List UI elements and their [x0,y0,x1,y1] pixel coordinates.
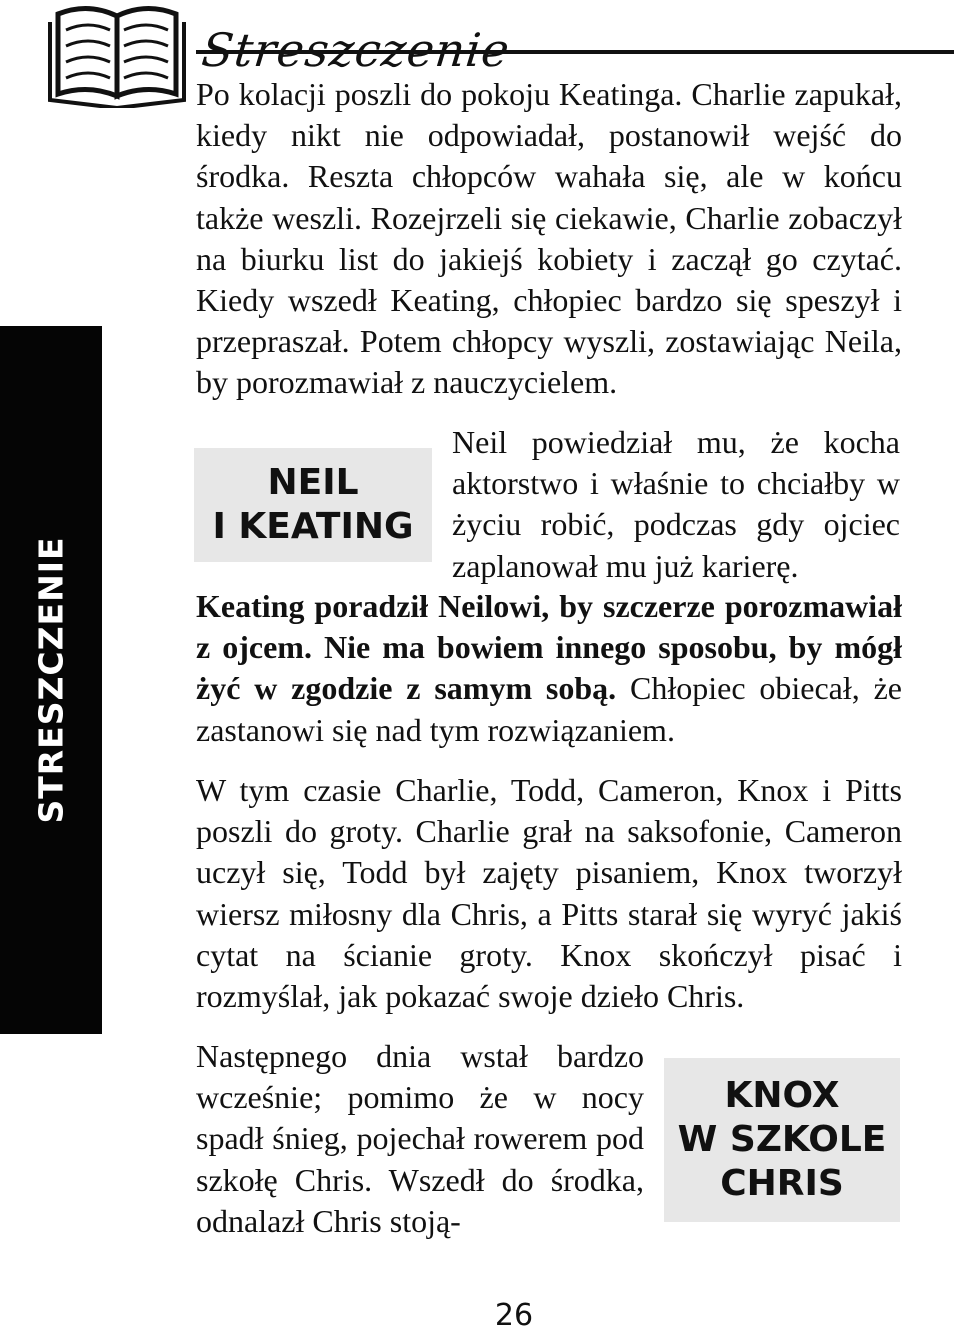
open-book-icon [40,0,194,108]
paragraph-3-bold: Keating poradził Neilowi, by szczerze porozmawiał z ojcem. Nie ma bowiem innego sposobu, by mógł żyć w zgodzie z samym sobą. [196,588,902,707]
header-rule [196,50,954,54]
callout-knox-w-szkole [664,1058,900,1222]
callout-line: W SZKOLE [677,1119,887,1160]
paragraph-2: Neil powiedział mu, że kocha aktorstwo i właśnie to chciałby w życiu robić, podczas gdy ojciec zaplanował mu już karierę. [452,424,900,584]
paragraph-4: W tym czasie Charlie, Todd, Cameron, Knox i Pitts poszli do groty. Charlie grał na saksofonie, Cameron uczył się, Todd był zajęty pisaniem, Knox tworzył wiersz miłosny dla Chris, a Pitts starał się wyryć jakiś cytat na ścianie groty. Knox skończył pisać i rozmyślał, jak pokazać swoje dzieło Chris. [196,772,902,1015]
page-number: 26 [494,1298,534,1333]
callout-line: CHRIS [720,1163,844,1204]
paragraph-1: Po kolacji poszli do pokoju Keatinga. Charlie zapukał, kiedy nikt nie odpowiadał, postanowił wejść do środka. Reszta chłopców wahała się, ale w końcu także weszli. Rozejrzeli się ciekawie, Charlie zobaczył na biurku list do jakiejś kobiety i zaczął go czytać. Kiedy wszedł Keating, chłopiec bardzo się speszył i przepraszał. Potem chłopcy wyszli, zostawiając Neila, by porozmawiał z nauczycielem. [196,76,902,401]
callout-line: I KEATING [212,506,414,547]
page-title: Streszczenie [199,22,513,77]
paragraph-3-rest: Chłopiec obiecał, że zastanowi się nad tym rozwiązaniem. [196,670,903,748]
callout-neil-keating [194,448,432,562]
side-tab-label: STRESZCZENIE [31,536,71,824]
paragraph-3 [196,586,902,751]
side-tab [0,326,102,1034]
paragraph-5: Następnego dnia wstał bardzo wcześnie; pomimo że w nocy spadł śnieg, pojechał rowerem pod szkołę Chris. Wszedł do środka, odnalazł Chris stoją- [196,1038,644,1239]
callout-line: NEIL [267,462,359,503]
callout-line: KNOX [724,1075,840,1116]
